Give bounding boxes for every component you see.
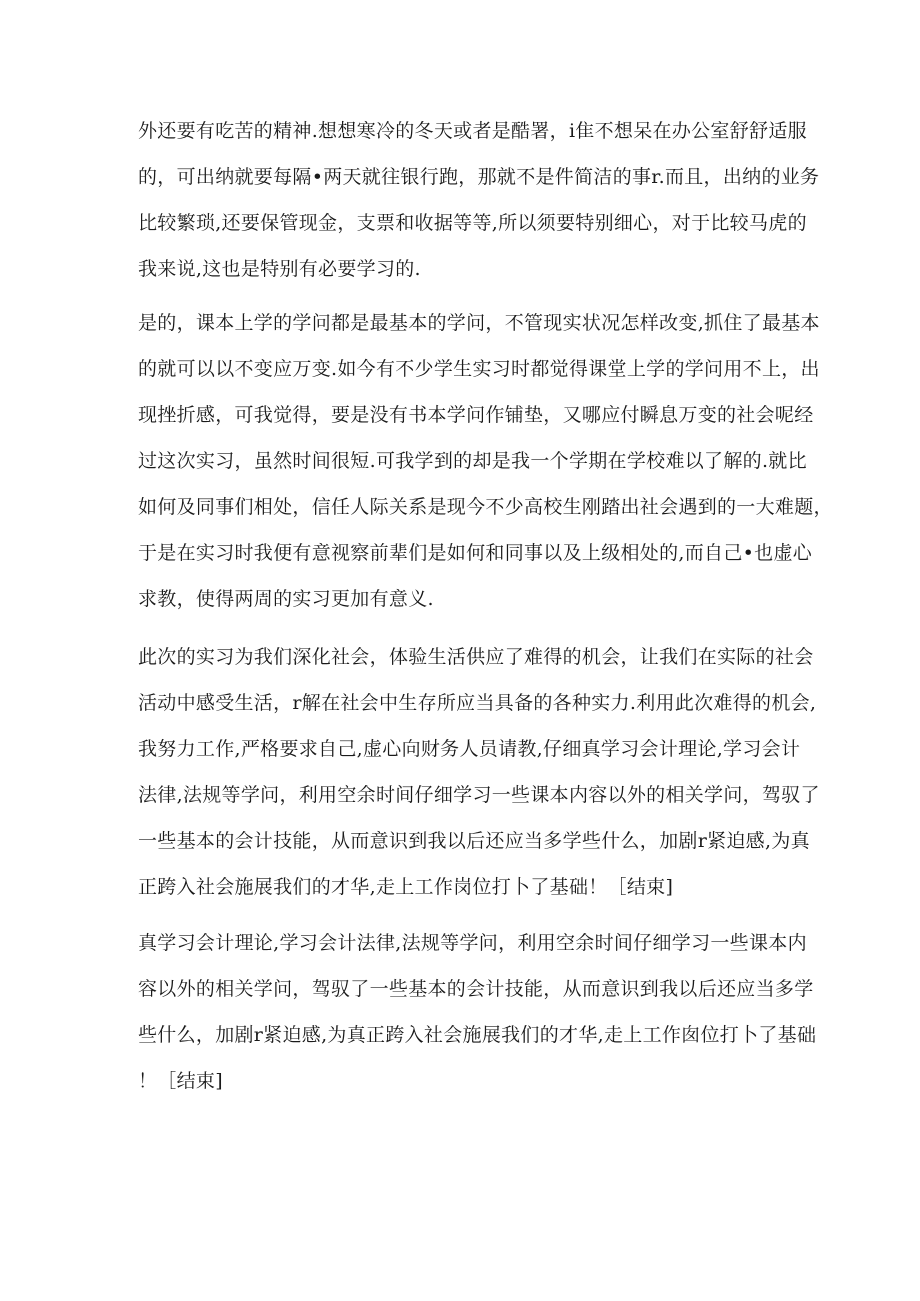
- text-line: 的就可以以不变应万变.如今有不少学生实习时都觉得课堂上学的学问用不上，出: [138, 358, 820, 380]
- paragraph-3: [138, 634, 820, 910]
- paragraph-2: [138, 300, 833, 622]
- text-line: 我来说,这也是特别有必要学习的.: [138, 258, 421, 280]
- paragraph-1: [138, 108, 819, 292]
- text-line: 真学习会计理论,学习会计法律,法规等学问，利用空余时间仔细学习一些课本内: [138, 932, 807, 954]
- text-line: ！［结束]: [138, 1070, 223, 1092]
- text-line: 过这次实习，虽然时间很短.可我学到的却是我一个学期在学校难以了解的.就比: [138, 450, 807, 472]
- text-line: 现挫折感，可我觉得，要是没有书本学问作铺垫，又哪应付瞬息万变的社会呢经: [138, 404, 814, 426]
- text-line: 些什么，加剧r紧迫感,为真正跨入社会施展我们的才华,走上工作囱位打卜了基础: [138, 1024, 817, 1046]
- text-line: 求教，使得两周的实习更加有意义.: [138, 588, 434, 610]
- text-line: 活动中感受生活，r解在社会中生存所应当具备的各种实力.利用此次难得的机会,: [138, 692, 817, 714]
- text-line: 如何及同事们相处，信任人际关系是现今不少高校生刚踏出社会遇到的一大难题，: [138, 496, 833, 518]
- text-line: 外还要有吃苦的精神.想想寒冷的冬天或者是酷署，i隹不想呆在办公室舒舒适服: [138, 120, 807, 142]
- text-line: 法律,法规等学问，利用空余时间仔细学习一些课本内容以外的相关学问，驾驭了: [138, 784, 820, 806]
- paragraph-4: [138, 920, 816, 1104]
- text-line: 是的，课本上学的学问都是最基本的学问，不管现实状况怎样改变,抓住了最基本: [138, 312, 820, 334]
- text-line: 的，可出纳就要每隔•两天就往银行跑，那就不是件简洁的事r.而且，出纳的业务: [138, 166, 820, 188]
- text-line: 于是在实习时我便有意视察前辈们是如何和同事以及上级相处的,而自己•也虚心: [138, 542, 813, 564]
- text-line: 此次的实习为我们深化社会，体验生活供应了难得的机会，让我们在实际的社会: [138, 646, 814, 668]
- text-line: 我努力工作,严格要求自己,虚心向财务人员请教,仔细真学习会计理论,学习会计: [138, 738, 801, 760]
- text-line: 比较繁琐,还要保管现金，支票和收据等等,所以须要特别细心，对于比较马虎的: [138, 212, 807, 234]
- text-line: 一些基本的会计技能，从而意识到我以后还应当多学些什么，加剧r紧迫感,为真: [138, 830, 810, 852]
- text-line: 正跨入社会施展我们的才华,走上工作岗位打卜了基础！［结束]: [138, 876, 674, 898]
- text-line: 容以外的相关学问，驾驭了一些基本的会计技能，从而意识到我以后还应当多学: [138, 978, 814, 1000]
